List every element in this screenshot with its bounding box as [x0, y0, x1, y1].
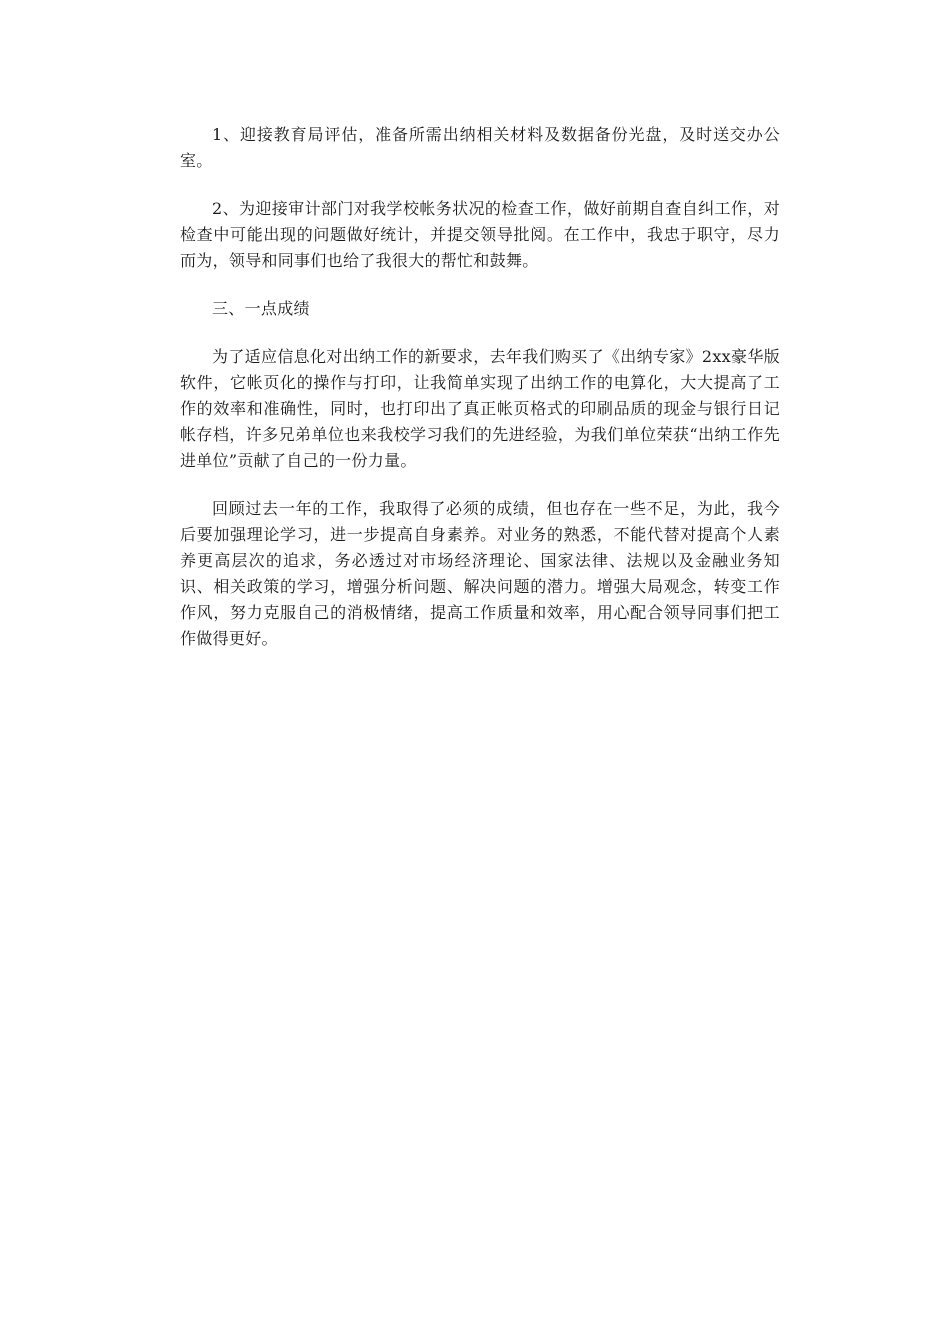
section-heading: 三、一点成绩	[212, 299, 310, 318]
paragraph-review: 回顾过去一年的工作，我取得了必须的成绩，但也存在一些不足，为此，我今后要加强理论学习，进一步提高自身素养。对业务的熟悉，不能代替对提高个人素养更高层次的追求，务必透过对市场经济理论、国家法律、法规以及金融业务知识、相关政策的学习，增强分析问题、解决问题的潜力。增强大局观念，转变工作作风，努力克服自己的消极情绪，提高工作质量和效率，用心配合领导同事们把工作做得更好。	[180, 499, 780, 648]
document-body	[180, 122, 780, 674]
paragraph-item-2: 2、为迎接审计部门对我学校帐务状况的检查工作，做好前期自查自纠工作，对检查中可能出现的问题做好统计，并提交领导批阅。在工作中，我忠于职守，尽力而为，领导和同事们也给了我很大的帮忙和鼓舞。	[180, 199, 780, 270]
paragraph-achievement: 为了适应信息化对出纳工作的新要求，去年我们购买了《出纳专家》2xx豪华版软件，它帐页化的操作与打印，让我简单实现了出纳工作的电算化，大大提高了工作的效率和准确性，同时，也打印出了真正帐页格式的印刷品质的现金与银行日记帐存档，许多兄弟单位也来我校学习我们的先进经验，为我们单位荣获“出纳工作先进单位”贡献了自己的一份力量。	[180, 347, 780, 470]
paragraph-item-1: 1、迎接教育局评估，准备所需出纳相关材料及数据备份光盘，及时送交办公室。	[180, 125, 780, 170]
